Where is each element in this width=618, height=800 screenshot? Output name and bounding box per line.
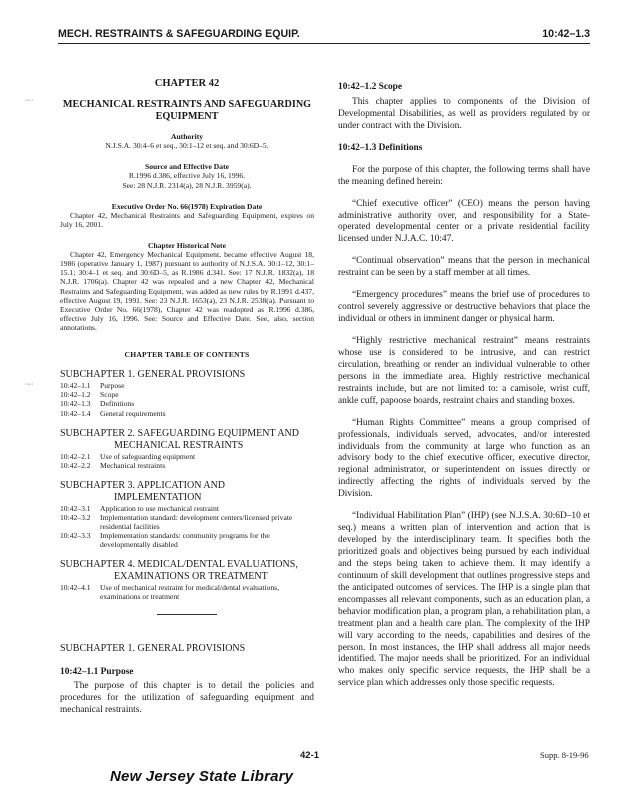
definition-paragraph: “Human Rights Committee” means a group comprised of professionals, individuals served, advocates, and/or interested individuals from the community at large who function as an advisory body to the chief executive officer, executive director, regional administrator, or superintendent on issues directly or indirectly affecting the rights of individuals served by the Division. [338, 417, 590, 500]
historical-note-text: Chapter 42, Emergency Mechanical Equipment, became effective August 18, 1986 (operative January 1, 1987) pursuant to authority of N.J.S.A. 30:1–12, 30:1–15.1; 30:4–1 et seq. and 30:6D–5, as R.1986 d.341. See: 17 N.J.R. 1832(a), 18 N.J.R. 1706(a). Chapter 42 was repealed and a new Chapter 42, Mechanical Restraints and Safeguarding Equipment, was added as new rules by R.1991 d.437, effective August 19, 1991. See: 23 N.J.R. 1653(a), 23 N.J.R. 2538(a). Pursuant to Executive Order No. 66(1978), Chapter 42 was readopted as R.1996 d.386, effective July 16, 1996. See: Source and Effective Date. See, also, section annotations. [60, 250, 314, 332]
toc-subchapter-3-title: SUBCHAPTER 3. APPLICATION AND IMPLEMENTATION [60, 479, 226, 503]
definition-paragraph: “Chief executive officer” (CEO) means the person having administrative authority over, and responsibility for a State-operated developmental center or a private residential facility licensed under N.J.A.C. 10:47. [338, 198, 590, 245]
toc-item[interactable]: 10:42–3.2 Implementation standard: development centers/licensed private residential facilities [60, 512, 293, 532]
definition-paragraph: “Emergency procedures” means the brief use of procedures to control severely aggressive or destructive behaviors that place the individual or others in imminent danger or physical harm. [338, 290, 590, 325]
source-text-1: R.1996 d.386, effective July 16, 1996. [128, 171, 246, 181]
right-column [338, 82, 590, 690]
header-title: MECH. RESTRAINTS & SAFEGUARDING EQUIP. [58, 28, 300, 40]
running-header [58, 18, 590, 44]
toc-subchapter-4-title: SUBCHAPTER 4. MEDICAL/DENTAL EVALUATIONS, EXAMINATIONS OR TREATMENT [60, 559, 298, 583]
toc-subchapter-1-list [60, 381, 314, 417]
subchapter-1-heading: SUBCHAPTER 1. GENERAL PROVISIONS [60, 642, 246, 654]
section-1-1-text: The purpose of this chapter is to detail the policies and procedures for the utilization of safeguarding equipment and mechanical restraints. [60, 680, 314, 715]
definition-paragraph: “Individual Habilitation Plan” (IHP) (see N.J.S.A. 30:6D–10 et seq.) means a written plan of intervention and action that is developed by the interdisciplinary team. It specifies both the prioritized goals and objectives being pursued by each individual and the steps being taken to achieve them. It may identify a continuum of skill development that outlines progressive steps and the anticipated outcomes of services. The IHP is a single plan that encompasses all relevant components, such as an education plan, a behavior modification plan, a program plan, a rehabilitation plan, a treatment plan and a health care plan. The complexity of the IHP will vary according to the needs, capabilities and desires of the person. In most instances, the IHP shall address all major needs identified. The major needs shall be prioritized. For an individual who makes only specific service requests, the IHP shall be a service plan which addresses only those specific requests. [338, 511, 590, 689]
source-heading: Source and Effective Date [144, 162, 229, 172]
toc-item[interactable]: 10:42–1.2 Scope [60, 390, 119, 400]
divider [157, 614, 217, 615]
historical-note-heading: Chapter Historical Note [148, 240, 226, 250]
toc-subchapter-4-list [60, 583, 314, 601]
definition-paragraph: “Highly restrictive mechanical restraint” means restraints whose use is considered to be intrusive, and can restrict circulation, breathing or render an individual vulnerable to other persons in the immediate area. Highly restrictive mechanical restraints include, but are not limited to: a camisole, wrist cuff, ankle cuff, papoose boards, restraint chairs and standing boxes. [338, 336, 590, 406]
authority-heading: Authority [170, 132, 204, 142]
toc-item[interactable]: 10:42–1.4 General requirements [60, 408, 166, 418]
executive-order-heading: Executive Order No. 66(1978) Expiration Date [111, 201, 263, 211]
margin-mark: ·~· [24, 96, 34, 105]
executive-order-text: Chapter 42, Mechanical Restraints and Safeguarding Equipment, expires on July 16, 2001. [60, 210, 314, 229]
toc-item[interactable]: 10:42–1.3 Definitions [60, 399, 135, 409]
definition-paragraph: “Continual observation” means that the person in mechanical restraint can be seen by a staff member at all times. [338, 256, 590, 279]
chapter-label: CHAPTER 42 [154, 78, 220, 89]
supplement-date: Supp. 8-19-96 [540, 750, 589, 760]
chapter-title [60, 99, 314, 125]
chapter-title-line-2: EQUIPMENT [155, 111, 219, 123]
toc-item[interactable]: 10:42–2.2 Mechanical restraints [60, 460, 166, 470]
section-1-2-heading: 10:42–1.2 Scope [338, 82, 403, 92]
toc-item[interactable]: 10:42–4.1 Use of mechanical restraint for medical/dental evaluations, examinations or treatment [60, 583, 280, 602]
chapter-title-line-1: MECHANICAL RESTRAINTS AND SAFEGUARDING [62, 98, 312, 110]
margin-mark: ·~· [24, 380, 34, 389]
toc-subchapter-3-list [60, 504, 314, 550]
header-section-number: 10:42–1.3 [542, 28, 590, 40]
toc-heading: CHAPTER TABLE OF CONTENTS [124, 350, 250, 360]
section-1-3-heading: 10:42–1.3 Definitions [338, 142, 423, 153]
section-1-2-text: This chapter applies to components of the Division of Developmental Disabilities, as well as providers regulated by or under contract with the Division. [338, 96, 590, 131]
toc-subchapter-2-list [60, 452, 314, 470]
section-1-3-intro: For the purpose of this chapter, the following terms shall have the meaning defined herein: [338, 164, 590, 187]
toc-item[interactable]: 10:42–1.1 Purpose [60, 381, 125, 391]
authority-text: N.J.S.A. 30:4–6 et seq., 30:1–12 et seq. and 30:6D–5. [105, 141, 269, 151]
toc-item[interactable]: 10:42–3.3 Implementation standards: community programs for the developmentally disabled [60, 531, 270, 550]
left-column [60, 56, 314, 717]
section-1-1-heading: 10:42–1.1 Purpose [60, 666, 134, 677]
library-stamp: New Jersey State Library [110, 768, 294, 785]
toc-item[interactable]: 10:42–2.1 Use of safeguarding equipment [60, 451, 196, 461]
toc-item[interactable]: 10:42–3.1 Application to use mechanical restraint [60, 503, 219, 513]
toc-subchapter-2-title: SUBCHAPTER 2. SAFEGUARDING EQUIPMENT AND MECHANICAL RESTRAINTS [60, 427, 300, 451]
page-number: 42-1 [300, 750, 320, 761]
toc-subchapter-1-title: SUBCHAPTER 1. GENERAL PROVISIONS [60, 369, 246, 381]
source-text-2: See: 28 N.J.R. 2314(a), 28 N.J.R. 3959(a). [122, 180, 252, 190]
